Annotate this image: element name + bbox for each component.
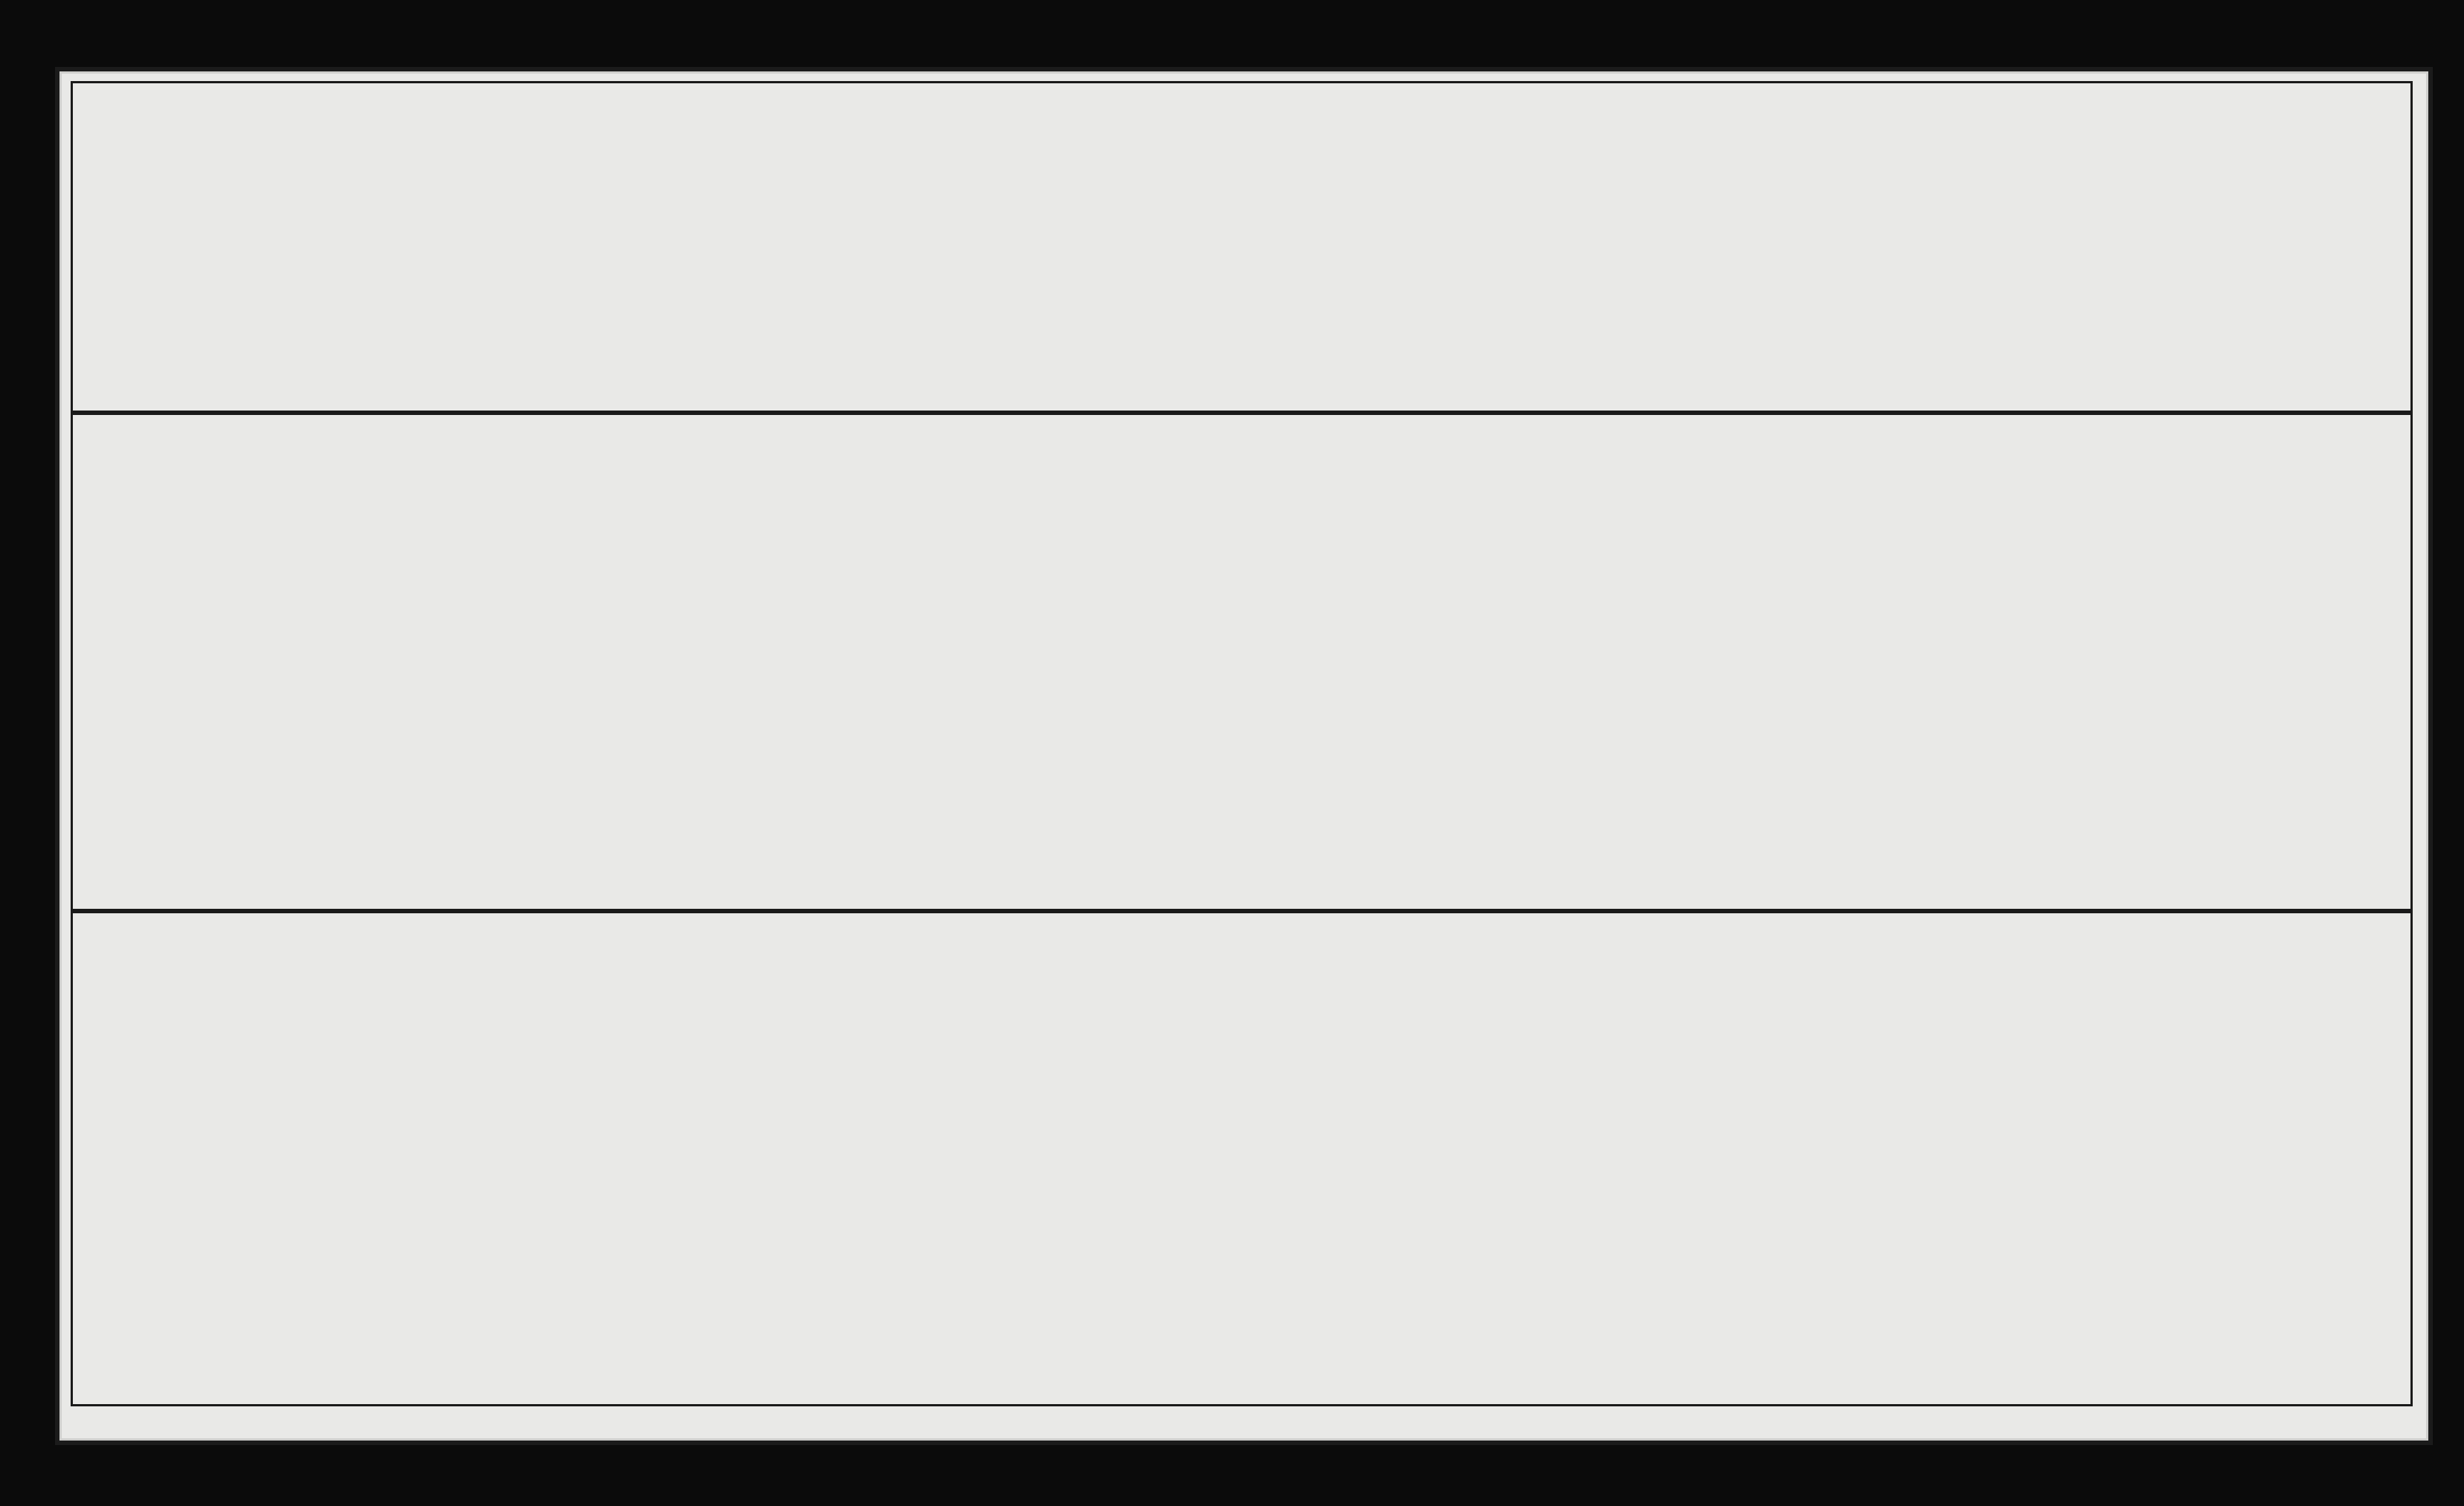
middle-section <box>71 413 2413 911</box>
lease-table <box>71 911 2413 1406</box>
census-card <box>59 71 2428 1441</box>
crops-table <box>71 81 2413 413</box>
